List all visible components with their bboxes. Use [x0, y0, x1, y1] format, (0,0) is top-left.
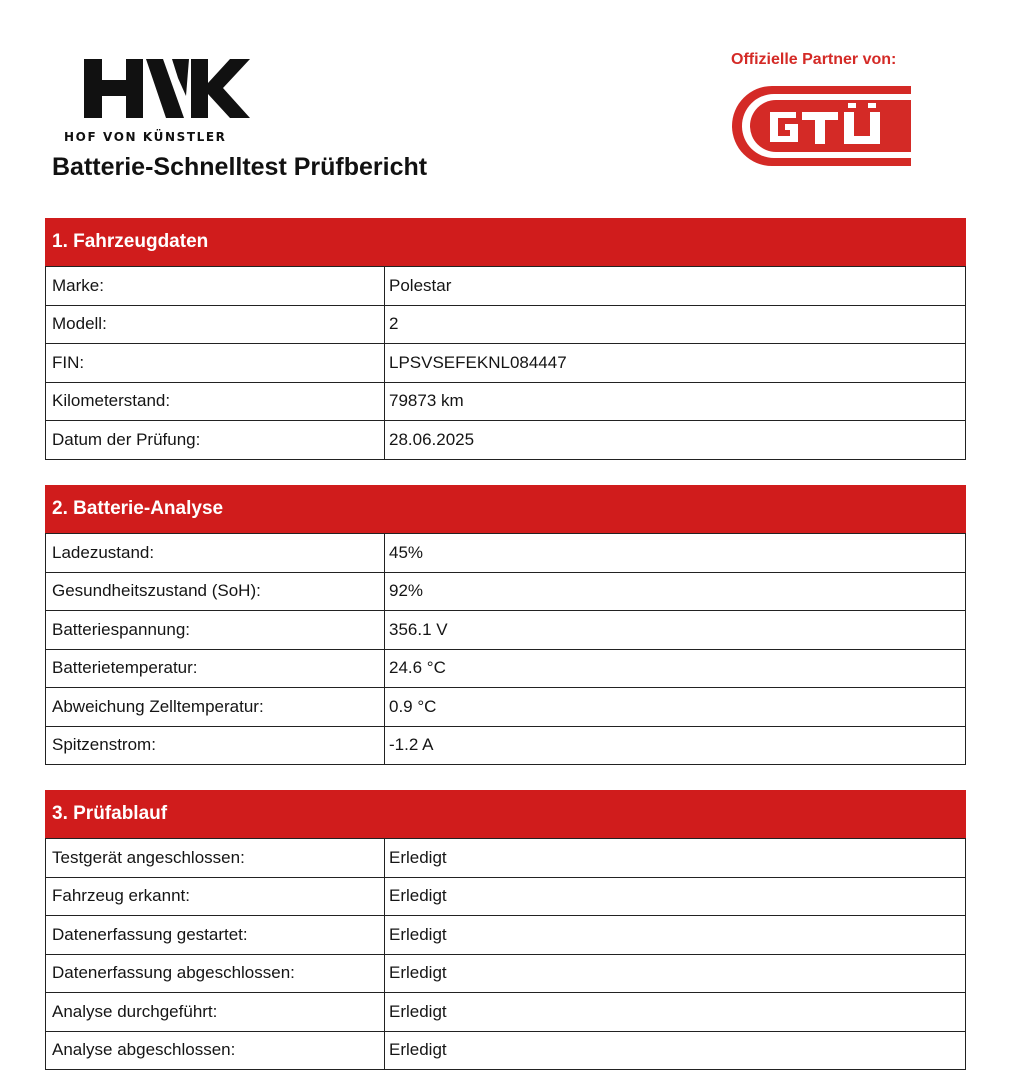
- row-value: 356.1 V: [385, 611, 966, 650]
- row-value: Polestar: [385, 267, 966, 306]
- section-header: 3. Prüfablauf: [45, 790, 966, 838]
- row-value: 92%: [385, 572, 966, 611]
- table-row: [46, 534, 966, 573]
- row-label: Ladezustand:: [46, 534, 385, 573]
- row-label: Datum der Prüfung:: [46, 421, 385, 460]
- table-row: [46, 382, 966, 421]
- gtu-logo-icon: [730, 84, 911, 168]
- section-header: 1. Fahrzeugdaten: [45, 218, 966, 266]
- row-label: Datenerfassung gestartet:: [46, 916, 385, 955]
- row-value: Erledigt: [385, 839, 966, 878]
- table-row: [46, 344, 966, 383]
- table-row: [46, 267, 966, 306]
- row-label: Analyse abgeschlossen:: [46, 1031, 385, 1070]
- row-label: Gesundheitszustand (SoH):: [46, 572, 385, 611]
- row-value: Erledigt: [385, 993, 966, 1032]
- row-label: Batterietemperatur:: [46, 649, 385, 688]
- table-row: [46, 726, 966, 765]
- data-table: [45, 838, 966, 1070]
- row-label: FIN:: [46, 344, 385, 383]
- data-table: [45, 533, 966, 765]
- row-value: Erledigt: [385, 1031, 966, 1070]
- table-row: [46, 421, 966, 460]
- table-row: [46, 649, 966, 688]
- section-header: 2. Batterie-Analyse: [45, 485, 966, 533]
- row-label: Batteriespannung:: [46, 611, 385, 650]
- table-row: [46, 305, 966, 344]
- partner-logo: [730, 84, 911, 168]
- row-label: Spitzenstrom:: [46, 726, 385, 765]
- row-value: 28.06.2025: [385, 421, 966, 460]
- table-row: [46, 916, 966, 955]
- row-value: Erledigt: [385, 916, 966, 955]
- table-row: [46, 611, 966, 650]
- row-label: Modell:: [46, 305, 385, 344]
- row-value: 79873 km: [385, 382, 966, 421]
- row-value: 24.6 °C: [385, 649, 966, 688]
- logo-subtitle: HOF VON KÜNSTLER: [64, 130, 227, 144]
- table-row: [46, 839, 966, 878]
- row-label: Marke:: [46, 267, 385, 306]
- row-value: Erledigt: [385, 954, 966, 993]
- row-value: 0.9 °C: [385, 688, 966, 727]
- row-label: Analyse durchgeführt:: [46, 993, 385, 1032]
- row-label: Kilometerstand:: [46, 382, 385, 421]
- row-value: 45%: [385, 534, 966, 573]
- table-row: [46, 1031, 966, 1070]
- section-batterie-analyse: [45, 485, 966, 765]
- table-row: [46, 688, 966, 727]
- row-value: -1.2 A: [385, 726, 966, 765]
- table-row: [46, 877, 966, 916]
- page-title: Batterie-Schnelltest Prüfbericht: [52, 153, 428, 181]
- data-table: [45, 266, 966, 460]
- row-label: Fahrzeug erkannt:: [46, 877, 385, 916]
- section-pruefablauf: [45, 790, 966, 1070]
- row-value: Erledigt: [385, 877, 966, 916]
- row-label: Testgerät angeschlossen:: [46, 839, 385, 878]
- row-value: 2: [385, 305, 966, 344]
- row-label: Datenerfassung abgeschlossen:: [46, 954, 385, 993]
- row-label: Abweichung Zelltemperatur:: [46, 688, 385, 727]
- table-row: [46, 572, 966, 611]
- table-row: [46, 993, 966, 1032]
- partner-label: Offizielle Partner von:: [731, 51, 897, 68]
- table-row: [46, 954, 966, 993]
- section-fahrzeugdaten: [45, 218, 966, 460]
- row-value: LPSVSEFEKNL084447: [385, 344, 966, 383]
